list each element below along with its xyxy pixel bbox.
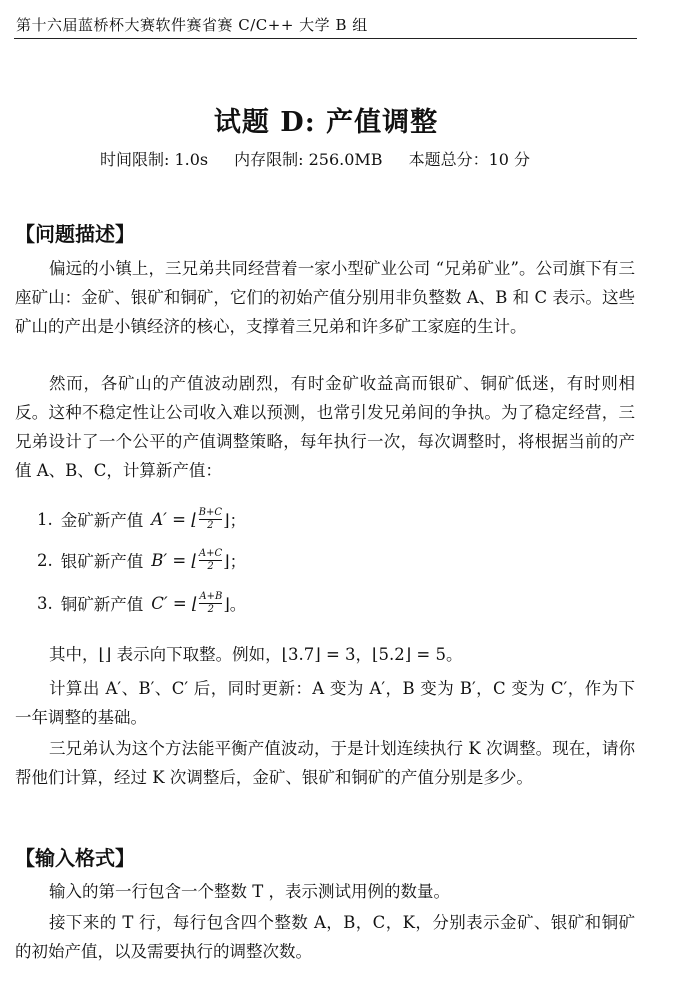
formula-rhs: ⌋； bbox=[223, 552, 247, 571]
problem-paragraph-1: 偏远的小镇上，三兄弟共同经营着一家小型矿业公司 “兄弟矿业”。公司旗下有三座矿山：金矿、银矿和铜矿，它们的初始产值分别用非负整数 A、B 和 C 表示。这些矿山的产出是小镇经济的核心，支撑着三兄弟和许多矿工家庭的生计。 bbox=[15, 259, 635, 336]
problem-paragraph-2: 然而，各矿山的产值波动剧烈，有时金矿收益高而银矿、铜矿低迷，有时则相反。这种不稳定性让公司收入难以预测，也常引发兄弟间的争执。为了稳定经营，三兄弟设计了一个公平的产值调整策略，每年执行一次，每次调整时，将根据当前的产值 A、B、C，计算新产值： bbox=[15, 374, 635, 480]
fraction-numerator: A+B bbox=[199, 590, 223, 602]
total-score: 本题总分：10 分 bbox=[408, 150, 531, 169]
fraction bbox=[199, 549, 222, 572]
formula-rhs: ⌋。 bbox=[223, 595, 247, 614]
input-line-2: 接下来的 T 行，每行包含四个整数 A，B，C，K，分别表示金矿、银矿和铜矿的初始产值，以及需要执行的调整次数。 bbox=[15, 913, 635, 961]
formula-rhs: ⌋； bbox=[223, 511, 246, 530]
fraction bbox=[199, 508, 222, 531]
page-header: 第十六届蓝桥杯大赛软件赛省赛 C/C++ 大学 B 组 bbox=[16, 16, 368, 34]
formula-item-2 bbox=[37, 547, 246, 573]
fraction-numerator: B+C bbox=[198, 506, 223, 518]
time-limit: 时间限制: 1.0s bbox=[100, 150, 209, 169]
section-problem-description: 【问题描述】 bbox=[15, 222, 135, 246]
fraction-denominator: 2 bbox=[207, 519, 214, 531]
formula-lhs: C′ = ⌊ bbox=[151, 593, 199, 613]
formula-label: 银矿新产值 bbox=[60, 552, 144, 571]
formula-label: 金矿新产值 bbox=[60, 511, 144, 530]
fraction-numerator: A+C bbox=[198, 547, 223, 559]
memory-limit: 内存限制: 256.0MB bbox=[234, 150, 383, 169]
fraction-denominator: 2 bbox=[207, 560, 214, 572]
fraction-denominator: 2 bbox=[207, 603, 215, 615]
problem-title: 试题 D: 产值调整 bbox=[213, 107, 439, 138]
k-adjustments-paragraph: 三兄弟认为这个方法能平衡产值波动，于是计划连续执行 K 次调整。现在，请你帮他们计算，经过 K 次调整后，金矿、银矿和铜矿的产值分别是多少。 bbox=[15, 739, 635, 787]
formula-item-3 bbox=[37, 590, 246, 616]
list-number: 1. bbox=[37, 509, 53, 529]
formula-label: 铜矿新产值 bbox=[60, 595, 144, 614]
floor-explanation: 其中，⌊⌋ 表示向下取整。例如，⌊3.7⌋ = 3，⌊5.2⌋ = 5。 bbox=[49, 645, 463, 664]
input-line-1: 输入的第一行包含一个整数 T ，表示测试用例的数量。 bbox=[49, 882, 450, 901]
update-rule-paragraph: 计算出 A′、B′、C′ 后，同时更新：A 变为 A′，B 变为 B′，C 变为 C′，作为下一年调整的基础。 bbox=[15, 679, 635, 727]
formula-lhs: A′ = ⌊ bbox=[151, 509, 198, 529]
fraction bbox=[199, 592, 222, 615]
formula-lhs: B′ = ⌊ bbox=[151, 550, 198, 570]
list-number: 2. bbox=[37, 550, 53, 570]
limits-line bbox=[100, 147, 560, 170]
header-rule bbox=[14, 38, 637, 39]
formula-item-1 bbox=[37, 506, 246, 532]
section-input-format: 【输入格式】 bbox=[15, 846, 135, 870]
list-number: 3. bbox=[37, 593, 53, 613]
